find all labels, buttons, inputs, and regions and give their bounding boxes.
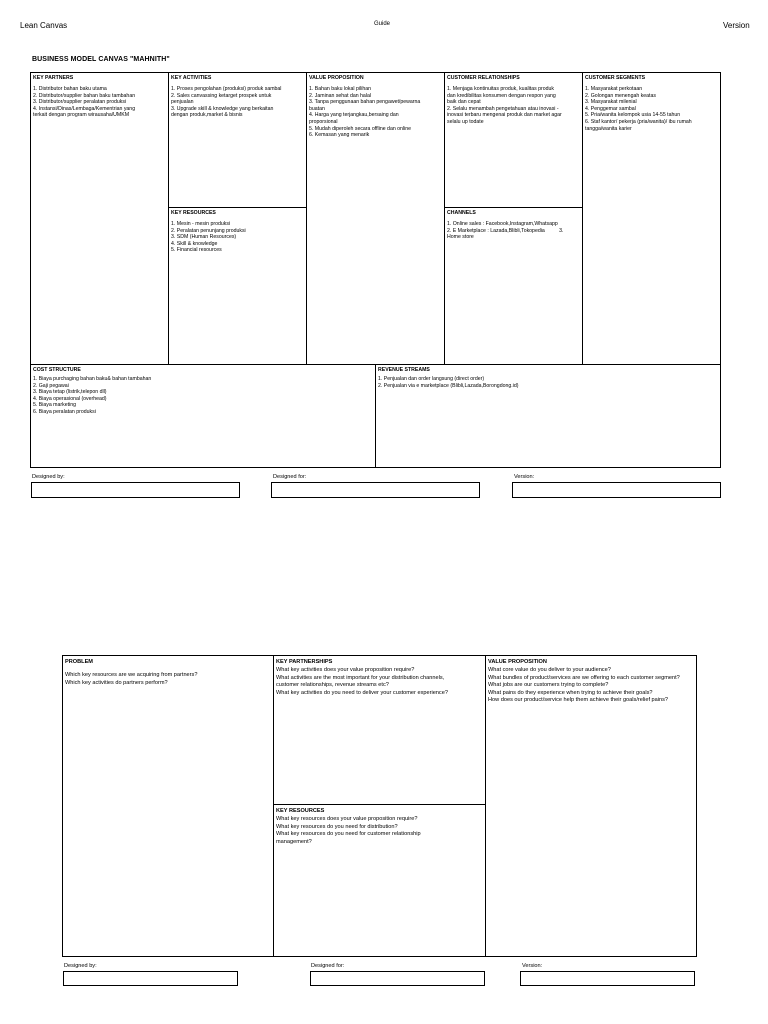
designed-by-field[interactable]	[31, 482, 240, 498]
section-heading: VALUE PROPOSITION	[488, 659, 547, 665]
section-text: What key activities does your value proposition require? What activities are the most important for your distribution channels, customer relationships, revenue streams etc? What key activities do you need to deliver your customer experience?	[276, 667, 448, 696]
header-right: Version	[723, 21, 750, 30]
section-heading: REVENUE STREAMS	[378, 367, 430, 373]
section-text: What key resources does your value proposition require? What key resources do you need for distribution? What key resources do you need for customer relationship management?	[276, 816, 421, 845]
section-text: 1. Online sales : Facebook,Instagram,Whatsapp 2. E Marketplace : Lazada,Blibli,Tokopedia 3. Home store	[447, 221, 564, 241]
section-heading: KEY RESOURCES	[171, 210, 216, 216]
designed-for-label: Designed for:	[273, 474, 307, 480]
bmc-value-proposition	[307, 73, 444, 363]
header-center: Guide	[374, 21, 391, 27]
section-heading: CUSTOMER SEGMENTS	[585, 75, 646, 81]
section-text: 1. Penjualan dan order langsung (direct order) 2. Penjualan via e marketplace (Blibli,Lazada,Borongdong.id)	[378, 376, 519, 389]
lean-key-partnerships	[274, 656, 485, 804]
designed-for-field[interactable]	[271, 482, 480, 498]
version-field[interactable]	[512, 482, 721, 498]
bmc-revenue-streams	[376, 365, 720, 467]
designed-by-field[interactable]	[63, 971, 238, 986]
section-text: 1. Masyarakat perkotaan 2. Golongan menengah keatas 3. Masyarakat milenial 4. Penggemar sambal 5. Pria/wanita kelompok usia 14-55 tahun 6. Staf kantor/ pekerja (pria/wanita)/ ibu rumah tangga/wanita karier	[585, 86, 692, 132]
section-heading: PROBLEM	[65, 659, 93, 665]
designed-by-label: Designed by:	[64, 963, 97, 969]
section-heading: KEY PARTNERSHIPS	[276, 659, 333, 665]
lean-problem	[63, 656, 273, 956]
bmc-key-partners	[31, 73, 168, 363]
section-text: 1. Biaya purchaging bahan baku& bahan tambahan 2. Gaji pegawai 3. Biaya tetap (listrik,telepon dll) 4. Biaya operasional (overhead) 5. Biaya marketing 6. Biaya peralatan produksi	[33, 376, 152, 415]
lean-value-proposition	[486, 656, 696, 956]
bmc-title: BUSINESS MODEL CANVAS "MAHNITH"	[32, 56, 170, 63]
designed-for-label: Designed for:	[311, 963, 345, 969]
version-label: Version:	[522, 963, 543, 969]
section-text: 1. Bahan baku lokal pilihan 2. Jaminan sehat dan halal 3. Tanpa penggunaan bahan pengawet/pewarna buatan 4. Harga yang terjangkau,bersaing dan proporsional 5. Mudah diperoleh secara offline dan online 6. Kemasan yang menarik	[309, 86, 421, 139]
section-heading: KEY ACTIVITIES	[171, 75, 212, 81]
section-heading: VALUE PROPOSITION	[309, 75, 364, 81]
section-heading: CHANNELS	[447, 210, 476, 216]
bmc-key-resources	[169, 208, 306, 363]
bmc-customer-relationships	[445, 73, 582, 207]
version-label: Version:	[514, 474, 535, 480]
bmc-channels	[445, 208, 582, 363]
section-text: Which key resources are we acquiring from partners? Which key activities do partners perform?	[65, 672, 198, 686]
section-heading: COST STRUCTURE	[33, 367, 81, 373]
version-field[interactable]	[520, 971, 695, 986]
section-text: 1. Distributor bahan baku utama 2. Distributor/supplier bahan baku tambahan 3. Distributor/supplier peralatan produksi 4. Instansi/Dinas/Lembaga/Kementrian yang terkait dengan program wirausaha/UMKM	[33, 86, 136, 119]
header-left: Lean Canvas	[20, 21, 68, 30]
bmc-cost-structure	[31, 365, 375, 467]
designed-by-label: Designed by:	[32, 474, 65, 480]
bmc-customer-segments	[583, 73, 720, 363]
section-text: 1. Menjaga kontinuitas produk, kualitas produk dan kredibilitas konsumen dengan respon yang baik dan cepat 2. Selalu menambah pengetahuan atau inovasi - inovasi terbaru mengenai produk dan market agar selalu up todate	[447, 86, 562, 125]
section-heading: KEY RESOURCES	[276, 808, 325, 814]
bmc-key-activities	[169, 73, 306, 207]
section-heading: CUSTOMER RELATIONSHIPS	[447, 75, 520, 81]
section-heading: KEY PARTNERS	[33, 75, 74, 81]
lean-key-resources	[274, 805, 485, 956]
designed-for-field[interactable]	[310, 971, 485, 986]
section-text: 1. Proses pengolahan (produksi) produk sambal 2. Sales canvassing ketarget prospek untuk penjualan 3. Upgrade skill & knowledge yang berkaitan dengan produk,market & bisnis	[171, 86, 282, 119]
section-text: What core value do you deliver to your audience? What bundles of product/services are we offering to each customer segment? What jobs are our customers trying to complete? What pains do they experience when trying to achieve their goals? How does our product/service help them achieve their goals/relief pains?	[488, 667, 680, 704]
section-text: 1. Mesin - mesin produksi 2. Peralatan penunjang produksi 3. SDM (Human Resources) 4. Skill & knowledge 5. Financial resources	[171, 221, 246, 254]
